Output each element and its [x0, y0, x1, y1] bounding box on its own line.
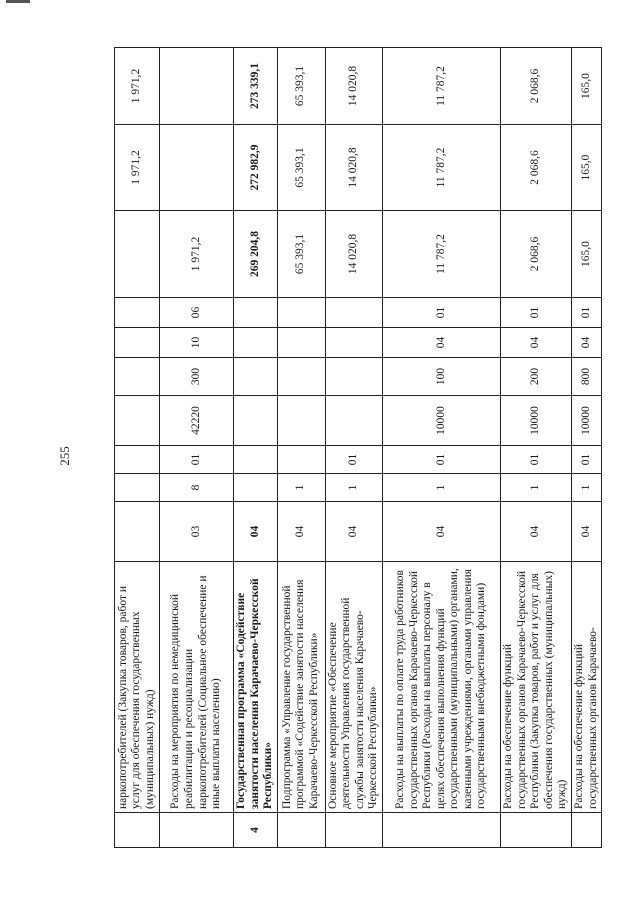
code-main-event: 01: [325, 446, 382, 474]
code-section: 04: [500, 328, 571, 358]
table-row: [234, 48, 278, 848]
code-subprogram: 1: [571, 474, 601, 502]
value-year3: 2 068,6: [500, 48, 571, 125]
code-expense-type: 100: [382, 358, 500, 396]
row-name: Расходы на обеспечение функций государственных органов Карачаево-: [571, 562, 601, 813]
code-subprogram: [115, 474, 160, 502]
code-subsection: [115, 298, 160, 328]
code-expense-type: 300: [160, 358, 234, 396]
code-section: 04: [571, 328, 601, 358]
table-row: [325, 48, 382, 848]
value-year1: [115, 211, 160, 298]
page-number: 255: [57, 446, 72, 466]
row-name: Расходы на выплаты по оплате труда работников государственных органов Карачаево-Черкесской Республики (Расходы на выплаты персоналу в целях обеспечения выполнения функций государственными (муниципальными) органами, казенными учреждениями, органами управления государственными внебюджетными фондами): [382, 562, 500, 813]
code-main-event: 01: [160, 446, 234, 474]
row-index: [160, 813, 234, 848]
code-subsection: [277, 298, 325, 328]
code-subsection: 01: [571, 298, 601, 328]
value-year2: 11 787,2: [382, 125, 500, 211]
value-year2: 165,0: [571, 125, 601, 211]
row-name: Государственная программа «Содействие занятости населения Карачаево-Черкесской Республики»: [234, 562, 278, 813]
code-section: [277, 328, 325, 358]
code-direction: [325, 396, 382, 446]
value-year1: 11 787,2: [382, 211, 500, 298]
row-name: Расходы на мероприятия по немедицинской реабилитации и ресоциализации наркопотребителей (Социальное обеспечение и иные выплаты населению): [160, 562, 234, 813]
code-subsection: 06: [160, 298, 234, 328]
code-section: 04: [382, 328, 500, 358]
code-section: [234, 328, 278, 358]
code-main-event: 01: [500, 446, 571, 474]
code-subprogram: [234, 474, 278, 502]
code-program: 04: [382, 502, 500, 562]
code-subsection: [234, 298, 278, 328]
value-year3: 11 787,2: [382, 48, 500, 125]
table-row: [115, 48, 160, 848]
code-program: 03: [160, 502, 234, 562]
table-row: [382, 48, 500, 848]
row-index: [277, 813, 325, 848]
value-year3: 65 393,1: [277, 48, 325, 125]
code-main-event: 01: [571, 446, 601, 474]
table-row: [500, 48, 571, 848]
code-direction: [115, 396, 160, 446]
code-subprogram: 1: [325, 474, 382, 502]
value-year3: 273 339,1: [234, 48, 278, 125]
code-expense-type: 800: [571, 358, 601, 396]
code-subsection: [325, 298, 382, 328]
table-row: [571, 48, 601, 848]
value-year1: 165,0: [571, 211, 601, 298]
value-year2: 14 020,8: [325, 125, 382, 211]
code-program: 04: [571, 502, 601, 562]
code-expense-type: [115, 358, 160, 396]
code-program: 04: [325, 502, 382, 562]
row-index: [571, 813, 601, 848]
code-direction: 42220: [160, 396, 234, 446]
row-name: наркопотребителей (Закупка товаров, работ и услуг для обеспечения государственных (муниципальных) нужд): [115, 562, 160, 813]
budget-table: [114, 47, 602, 848]
code-subsection: 01: [382, 298, 500, 328]
value-year2: 272 982,9: [234, 125, 278, 211]
code-program: 04: [277, 502, 325, 562]
code-program: 04: [500, 502, 571, 562]
code-expense-type: [325, 358, 382, 396]
code-section: [325, 328, 382, 358]
value-year3: 165,0: [571, 48, 601, 125]
code-section: [115, 328, 160, 358]
code-expense-type: [277, 358, 325, 396]
code-subprogram: 1: [500, 474, 571, 502]
code-program: [115, 502, 160, 562]
code-subprogram: 8: [160, 474, 234, 502]
value-year1: 65 393,1: [277, 211, 325, 298]
value-year2: 1 971,2: [115, 125, 160, 211]
row-name: Основное мероприятие «Обеспечение деятельности Управления государственной службы занятости населения Карачаево-Черкесской Республики»: [325, 562, 382, 813]
code-direction: 10000: [382, 396, 500, 446]
scan-corner-mark: [6, 0, 30, 3]
code-main-event: [234, 446, 278, 474]
code-expense-type: 200: [500, 358, 571, 396]
code-direction: [234, 396, 278, 446]
table-row: [160, 48, 234, 848]
row-index: [382, 813, 500, 848]
value-year1: 269 204,8: [234, 211, 278, 298]
code-main-event: [115, 446, 160, 474]
row-index: [325, 813, 382, 848]
row-index: 4: [234, 813, 278, 848]
code-direction: 10000: [500, 396, 571, 446]
code-program: 04: [234, 502, 278, 562]
row-index: [115, 813, 160, 848]
value-year3: 14 020,8: [325, 48, 382, 125]
code-subprogram: 1: [277, 474, 325, 502]
value-year1: 2 068,6: [500, 211, 571, 298]
table-row: [277, 48, 325, 848]
value-year2: 65 393,1: [277, 125, 325, 211]
row-name: Подпрограмма «Управление государственной программой «Содействие занятости населения Карачаево-Черкесской Республики»: [277, 562, 325, 813]
value-year3: 1 971,2: [115, 48, 160, 125]
row-index: [500, 813, 571, 848]
value-year3: [160, 48, 234, 125]
code-direction: 10000: [571, 396, 601, 446]
row-name: Расходы на обеспечение функций государственных органов Карачаево-Черкесской Республики (Закупка товаров, работ и услуг для обеспечения государственных (муниципальных) нужд): [500, 562, 571, 813]
value-year2: [160, 125, 234, 211]
code-main-event: 01: [382, 446, 500, 474]
value-year1: 1 971,2: [160, 211, 234, 298]
code-subsection: 01: [500, 298, 571, 328]
value-year1: 14 020,8: [325, 211, 382, 298]
value-year2: 2 068,6: [500, 125, 571, 211]
code-subprogram: 1: [382, 474, 500, 502]
code-expense-type: [234, 358, 278, 396]
code-direction: [277, 396, 325, 446]
code-main-event: [277, 446, 325, 474]
budget-table-rotated: [114, 48, 599, 848]
code-section: 10: [160, 328, 234, 358]
